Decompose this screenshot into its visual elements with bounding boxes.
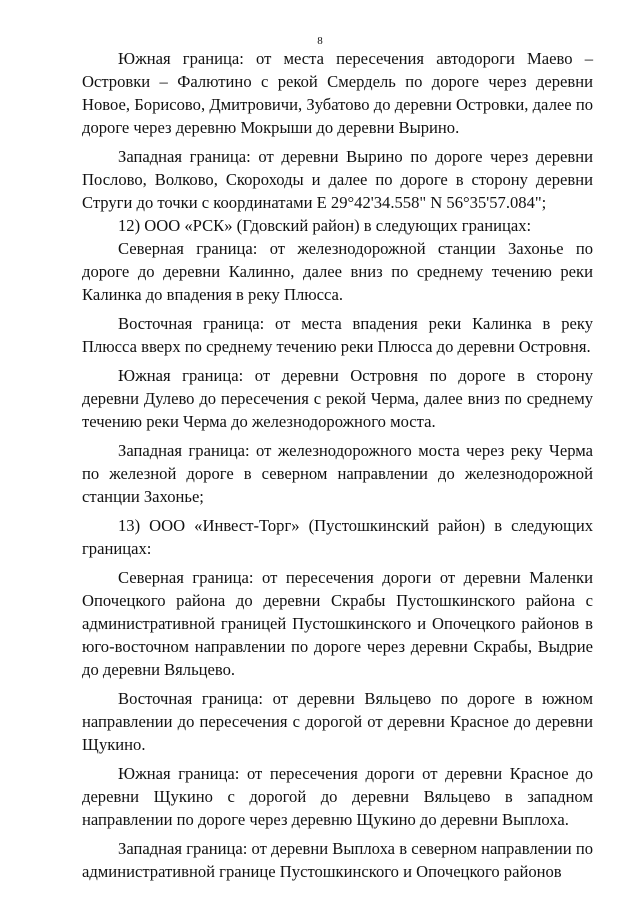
paragraph-item-13-heading: 13) ООО «Инвест-Торг» (Пустошкинский район) в следующих границах:: [82, 516, 593, 558]
paragraph-west-border-1: Западная граница: от деревни Вырино по дороге через деревни Послово, Волково, Скороходы и далее по дороге в сторону деревни Струги до точки с координатами Е 29°42'34.558" N 56°35'57.084";: [82, 147, 593, 212]
page-number: 8: [317, 35, 323, 47]
document-body: [82, 47, 593, 883]
paragraph-west-border-12: Западная граница: от железнодорожного моста через реку Черма по железной дороге в северном направлении до железнодорожной станции Захонье;: [82, 441, 593, 506]
paragraph-north-border-12: Северная граница: от железнодорожной станции Захонье по дороге до деревни Калинно, далее вниз по среднему течению реки Калинка до впадения в реку Плюсса.: [82, 239, 593, 304]
paragraph-east-border-13: Восточная граница: от деревни Вяльцево по дороге в южном направлении до пересечения с дорогой от деревни Красное до деревни Щукино.: [82, 689, 593, 754]
paragraph-south-border-13: Южная граница: от пересечения дороги от деревни Красное до деревни Щукино с дорогой до деревни Вяльцево в западном направлении по дороге через деревню Щукино до деревни Выплоха.: [82, 764, 593, 829]
paragraph-east-border-12: Восточная граница: от места впадения реки Калинка в реку Плюсса вверх по среднему течению реки Плюсса до деревни Островня.: [82, 314, 593, 356]
paragraph-item-12-heading: 12) ООО «РСК» (Гдовский район) в следующих границах:: [118, 216, 532, 235]
paragraph-north-border-13: Северная граница: от пересечения дороги от деревни Маленки Опочецкого района до деревни Скрабы Пустошкинского района с административной границей Пустошкинского и Опочецкого районов в юго-восточном направлении по дороге через деревни Скрабы, Выдрие до деревни Вяльцево.: [82, 568, 593, 679]
paragraph-west-border-13: Западная граница: от деревни Выплоха в северном направлении по административной границе Пустошкинского и Опочецкого районов: [82, 839, 593, 881]
paragraph-south-border-12: Южная граница: от деревни Островня по дороге в сторону деревни Дулево до пересечения с рекой Черма, далее вниз по среднему течению реки Черма до железнодорожного моста.: [82, 366, 593, 431]
paragraph-south-border-1: Южная граница: от места пересечения автодороги Маево – Островки – Фалютино с рекой Смердель по дороге через деревни Новое, Борисово, Дмитровичи, Зубатово до деревни Островки, далее по дороге через деревню Мокрыши до деревни Вырино.: [82, 49, 593, 137]
